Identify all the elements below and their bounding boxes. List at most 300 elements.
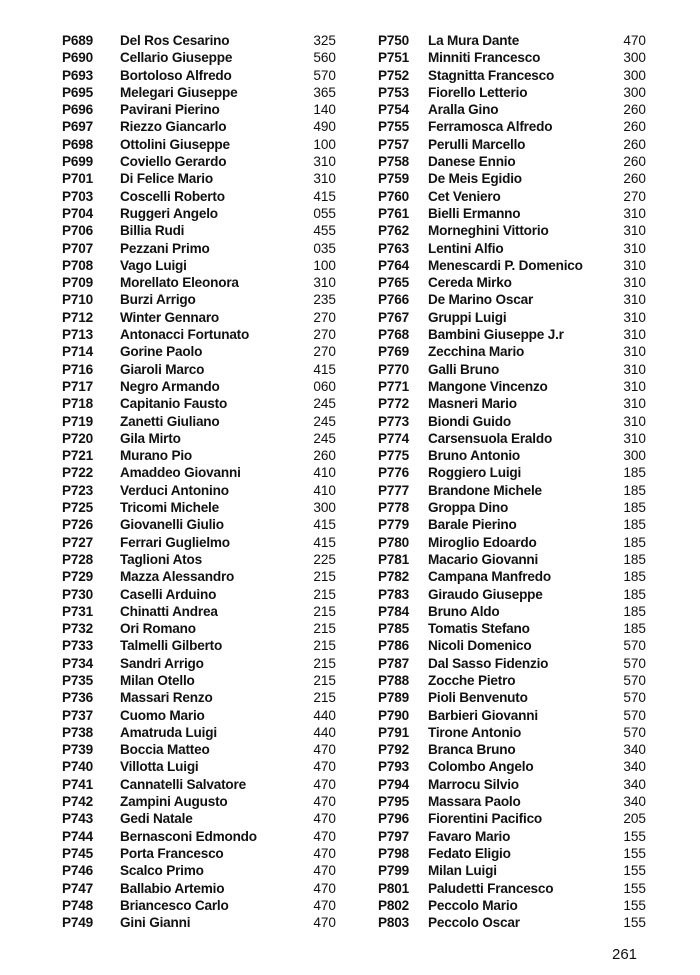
list-row	[0, 741, 350, 758]
list-row	[350, 862, 700, 879]
entry-name: Caselli Arduino	[120, 586, 217, 602]
entry-name: Villotta Luigi	[120, 759, 199, 775]
entry-value: 470	[313, 897, 336, 913]
list-row	[0, 361, 350, 378]
entry-value: 570	[623, 690, 646, 706]
entry-code: P782	[378, 569, 409, 585]
entry-name: Giovanelli Giulio	[120, 517, 224, 533]
entry-name: Barbieri Giovanni	[428, 707, 538, 723]
entry-name: Melegari Giuseppe	[120, 84, 238, 100]
entry-value: 185	[623, 586, 646, 602]
entry-code: P701	[62, 171, 93, 187]
entry-code: P784	[378, 603, 409, 619]
list-row	[350, 551, 700, 568]
entry-value: 185	[623, 603, 646, 619]
entry-code: P718	[62, 396, 93, 412]
entry-value: 470	[313, 863, 336, 879]
entry-code: P726	[62, 517, 93, 533]
entry-name: Ferrari Guglielmo	[120, 534, 230, 550]
entry-name: Capitanio Fausto	[120, 396, 228, 412]
entry-value: 470	[313, 845, 336, 861]
entry-name: Tirone Antonio	[428, 724, 522, 740]
entry-code: P783	[378, 586, 409, 602]
entry-code: P775	[378, 448, 409, 464]
list-row	[0, 897, 350, 914]
entry-value: 340	[623, 742, 646, 758]
entry-value: 185	[623, 569, 646, 585]
list-row	[350, 361, 700, 378]
entry-code: P776	[378, 465, 409, 481]
entry-value: 270	[313, 344, 336, 360]
entry-code: P767	[378, 309, 409, 325]
list-row	[350, 603, 700, 620]
entry-name: Coscelli Roberto	[120, 188, 225, 204]
entry-code: P772	[378, 396, 409, 412]
entry-code: P703	[62, 188, 93, 204]
entry-value: 055	[313, 205, 336, 221]
entry-value: 310	[313, 171, 336, 187]
entry-code: P710	[62, 292, 93, 308]
entry-code: P736	[62, 690, 93, 706]
entry-value: 570	[313, 67, 336, 83]
entry-name: Vago Luigi	[120, 257, 187, 273]
list-row	[350, 170, 700, 187]
entry-name: Chinatti Andrea	[120, 603, 218, 619]
entry-code: P722	[62, 465, 93, 481]
list-row	[0, 551, 350, 568]
list-row	[0, 67, 350, 84]
list-row	[0, 655, 350, 672]
entry-name: Talmelli Gilberto	[120, 638, 223, 654]
entry-name: Cereda Mirko	[428, 275, 512, 291]
list-row	[350, 395, 700, 412]
entry-name: Bambini Giuseppe J.r	[428, 327, 564, 343]
list-row	[0, 291, 350, 308]
entry-code: P713	[62, 327, 93, 343]
entry-value: 215	[313, 638, 336, 654]
entry-name: Carsensuola Eraldo	[428, 430, 553, 446]
entry-code: P735	[62, 672, 93, 688]
list-row	[350, 724, 700, 741]
entry-name: Pezzani Primo	[120, 240, 210, 256]
entry-name: Pavirani Pierino	[120, 102, 220, 118]
entry-code: P793	[378, 759, 409, 775]
list-row	[0, 603, 350, 620]
entry-name: Cannatelli Salvatore	[120, 776, 246, 792]
entry-value: 310	[313, 154, 336, 170]
list-row	[0, 776, 350, 793]
entry-code: P723	[62, 482, 93, 498]
list-row	[350, 793, 700, 810]
entry-name: Tomatis Stefano	[428, 621, 530, 637]
entry-value: 570	[623, 724, 646, 740]
list-row	[350, 343, 700, 360]
entry-code: P751	[378, 50, 409, 66]
entry-code: P733	[62, 638, 93, 654]
list-row	[0, 758, 350, 775]
entry-name: La Mura Dante	[428, 33, 520, 48]
entry-name: Biondi Guido	[428, 413, 511, 429]
list-row	[0, 430, 350, 447]
entry-code: P690	[62, 50, 93, 66]
entry-code: P755	[378, 119, 409, 135]
entry-code: P781	[378, 551, 409, 567]
entry-name: Gorine Paolo	[120, 344, 203, 360]
entry-value: 340	[623, 759, 646, 775]
entry-name: Fiorello Letterio	[428, 84, 528, 100]
entry-value: 310	[623, 361, 646, 377]
entry-code: P689	[62, 33, 93, 48]
list-row	[0, 395, 350, 412]
entry-value: 440	[313, 724, 336, 740]
entry-code: P763	[378, 240, 409, 256]
left-column	[0, 32, 350, 931]
list-row	[350, 586, 700, 603]
entry-code: P749	[62, 915, 93, 931]
list-row	[350, 430, 700, 447]
list-row	[350, 655, 700, 672]
entry-name: Paludetti Francesco	[428, 880, 554, 896]
list-row	[0, 586, 350, 603]
entry-name: Bruno Aldo	[428, 603, 500, 619]
entry-code: P769	[378, 344, 409, 360]
entry-value: 415	[313, 534, 336, 550]
entry-value: 260	[313, 448, 336, 464]
list-row	[0, 222, 350, 239]
entry-code: P778	[378, 500, 409, 516]
entry-code: P699	[62, 154, 93, 170]
entry-code: P777	[378, 482, 409, 498]
entry-name: Billia Rudi	[120, 223, 185, 239]
entry-value: 155	[623, 915, 646, 931]
list-row	[350, 568, 700, 585]
entry-value: 310	[623, 396, 646, 412]
entry-code: P739	[62, 742, 93, 758]
entry-value: 215	[313, 586, 336, 602]
entry-name: Sandri Arrigo	[120, 655, 204, 671]
entry-value: 185	[623, 621, 646, 637]
entry-name: Riezzo Giancarlo	[120, 119, 227, 135]
entry-name: Nicoli Domenico	[428, 638, 532, 654]
entry-name: Favaro Mario	[428, 828, 511, 844]
entry-value: 100	[313, 257, 336, 273]
entry-name: Massara Paolo	[428, 794, 521, 810]
entry-value: 310	[623, 344, 646, 360]
list-row	[0, 240, 350, 257]
entry-code: P709	[62, 275, 93, 291]
list-row	[350, 845, 700, 862]
entry-code: P774	[378, 430, 409, 446]
entry-code: P762	[378, 223, 409, 239]
list-row	[0, 672, 350, 689]
entry-code: P780	[378, 534, 409, 550]
list-row	[350, 741, 700, 758]
list-row	[0, 516, 350, 533]
list-row	[350, 118, 700, 135]
entry-name: Zanetti Giuliano	[120, 413, 220, 429]
list-row	[0, 205, 350, 222]
list-row	[350, 326, 700, 343]
entry-code: P743	[62, 811, 93, 827]
entry-value: 470	[313, 776, 336, 792]
entry-name: Bernasconi Edmondo	[120, 828, 257, 844]
entry-name: Morneghini Vittorio	[428, 223, 549, 239]
entry-name: Briancesco Carlo	[120, 897, 229, 913]
entry-value: 310	[623, 205, 646, 221]
entry-code: P728	[62, 551, 93, 567]
list-row	[350, 257, 700, 274]
list-row	[350, 49, 700, 66]
list-row	[0, 707, 350, 724]
entry-code: P734	[62, 655, 93, 671]
list-row	[0, 620, 350, 637]
entry-name: Mazza Alessandro	[120, 569, 235, 585]
list-row	[0, 499, 350, 516]
entry-code: P719	[62, 413, 93, 429]
entry-name: Perulli Marcello	[428, 136, 526, 152]
entry-name: Ruggeri Angelo	[120, 205, 218, 221]
entry-code: P802	[378, 897, 409, 913]
entry-code: P731	[62, 603, 93, 619]
entry-value: 325	[313, 33, 336, 48]
list-row	[0, 32, 350, 49]
entry-value: 155	[623, 880, 646, 896]
list-row	[0, 534, 350, 551]
entry-name: Danese Ennio	[428, 154, 516, 170]
entry-name: Gruppi Luigi	[428, 309, 507, 325]
entry-name: Pioli Benvenuto	[428, 690, 528, 706]
entry-code: P697	[62, 119, 93, 135]
entry-code: P787	[378, 655, 409, 671]
entry-name: Milan Otello	[120, 672, 195, 688]
list-row	[0, 568, 350, 585]
entry-name: Zocche Pietro	[428, 672, 516, 688]
entry-code: P753	[378, 84, 409, 100]
list-row	[350, 240, 700, 257]
entry-value: 300	[623, 50, 646, 66]
list-row	[0, 309, 350, 326]
entry-value: 310	[623, 223, 646, 239]
entry-name: Ori Romano	[120, 621, 196, 637]
entry-name: Murano Pio	[120, 448, 193, 464]
entry-value: 560	[313, 50, 336, 66]
entry-value: 310	[623, 309, 646, 325]
entry-value: 440	[313, 707, 336, 723]
entry-name: Scalco Primo	[120, 863, 204, 879]
entry-value: 570	[623, 655, 646, 671]
entry-name: Masneri Mario	[428, 396, 517, 412]
entry-code: P707	[62, 240, 93, 256]
entry-value: 340	[623, 794, 646, 810]
entry-code: P721	[62, 448, 93, 464]
entry-value: 155	[623, 828, 646, 844]
entry-code: P698	[62, 136, 93, 152]
entry-name: Milan Luigi	[428, 863, 497, 879]
entry-name: Giaroli Marco	[120, 361, 205, 377]
entry-value: 245	[313, 396, 336, 412]
entry-code: P730	[62, 586, 93, 602]
entry-value: 365	[313, 84, 336, 100]
list-row	[350, 897, 700, 914]
list-row	[0, 274, 350, 291]
list-row	[350, 447, 700, 464]
list-row	[0, 464, 350, 481]
entry-code: P801	[378, 880, 409, 896]
entry-value: 470	[623, 33, 646, 48]
list-row	[350, 188, 700, 205]
entry-name: Macario Giovanni	[428, 551, 539, 567]
entry-name: Stagnitta Francesco	[428, 67, 555, 83]
entry-name: Fedato Eligio	[428, 845, 511, 861]
entry-value: 410	[313, 465, 336, 481]
entry-name: Barale Pierino	[428, 517, 517, 533]
entry-code: P747	[62, 880, 93, 896]
list-row	[350, 534, 700, 551]
entry-code: P798	[378, 845, 409, 861]
entry-value: 215	[313, 603, 336, 619]
entry-code: P748	[62, 897, 93, 913]
entry-code: P704	[62, 205, 93, 221]
list-row	[350, 413, 700, 430]
entry-name: Antonacci Fortunato	[120, 327, 250, 343]
list-row	[350, 620, 700, 637]
list-row	[350, 914, 700, 931]
entry-name: Verduci Antonino	[120, 482, 229, 498]
entry-value: 310	[623, 292, 646, 308]
list-row	[0, 101, 350, 118]
entry-code: P695	[62, 84, 93, 100]
list-row	[0, 343, 350, 360]
entry-code: P790	[378, 707, 409, 723]
entry-name: Minniti Francesco	[428, 50, 541, 66]
entry-code: P712	[62, 309, 93, 325]
entry-value: 470	[313, 742, 336, 758]
entry-value: 415	[313, 361, 336, 377]
entry-value: 310	[623, 257, 646, 273]
entry-name: Fiorentini Pacifico	[428, 811, 543, 827]
entry-code: P696	[62, 102, 93, 118]
entry-code: P732	[62, 621, 93, 637]
entry-name: Di Felice Mario	[120, 171, 213, 187]
list-row	[350, 136, 700, 153]
entry-name: Zecchina Mario	[428, 344, 525, 360]
list-row	[0, 637, 350, 654]
entry-value: 415	[313, 188, 336, 204]
entry-code: P760	[378, 188, 409, 204]
entry-name: Winter Gennaro	[120, 309, 220, 325]
entry-value: 470	[313, 811, 336, 827]
list-row	[0, 170, 350, 187]
list-row	[0, 793, 350, 810]
entry-code: P792	[378, 742, 409, 758]
list-row	[350, 291, 700, 308]
entry-name: Lentini Alfio	[428, 240, 504, 256]
entry-value: 215	[313, 621, 336, 637]
entry-name: Giraudo Giuseppe	[428, 586, 543, 602]
entry-code: P706	[62, 223, 93, 239]
entry-code: P764	[378, 257, 409, 273]
entry-name: Amaddeo Giovanni	[120, 465, 241, 481]
entry-value: 155	[623, 897, 646, 913]
entry-name: Cet Veniero	[428, 188, 501, 204]
entry-name: Groppa Dino	[428, 500, 509, 516]
entry-code: P771	[378, 378, 409, 394]
entry-code: P717	[62, 378, 93, 394]
entry-value: 340	[623, 776, 646, 792]
entry-name: Gedi Natale	[120, 811, 193, 827]
entry-value: 270	[313, 309, 336, 325]
entry-value: 570	[623, 672, 646, 688]
list-row	[0, 136, 350, 153]
entry-value: 455	[313, 223, 336, 239]
entry-name: Morellato Eleonora	[120, 275, 239, 291]
entry-code: P740	[62, 759, 93, 775]
entry-value: 035	[313, 240, 336, 256]
entry-value: 225	[313, 551, 336, 567]
entry-code: P738	[62, 724, 93, 740]
list-row	[350, 309, 700, 326]
entry-name: Dal Sasso Fidenzio	[428, 655, 549, 671]
entry-value: 060	[313, 378, 336, 394]
list-row	[350, 153, 700, 170]
list-row	[0, 326, 350, 343]
entry-value: 270	[623, 188, 646, 204]
list-row	[350, 274, 700, 291]
entry-name: Porta Francesco	[120, 845, 224, 861]
entry-value: 310	[623, 378, 646, 394]
entry-value: 155	[623, 863, 646, 879]
entry-value: 260	[623, 154, 646, 170]
entry-value: 215	[313, 672, 336, 688]
entry-code: P791	[378, 724, 409, 740]
entry-value: 300	[623, 448, 646, 464]
list-row	[350, 776, 700, 793]
entry-value: 140	[313, 102, 336, 118]
page-number: 261	[612, 946, 638, 963]
entry-name: Brandone Michele	[428, 482, 542, 498]
entry-value: 185	[623, 551, 646, 567]
entry-code: P746	[62, 863, 93, 879]
entry-value: 215	[313, 655, 336, 671]
list-row	[350, 32, 700, 49]
entry-value: 270	[313, 327, 336, 343]
entry-name: Bruno Antonio	[428, 448, 521, 464]
entry-value: 570	[623, 707, 646, 723]
entry-code: P785	[378, 621, 409, 637]
entry-code: P741	[62, 776, 93, 792]
entry-value: 310	[623, 413, 646, 429]
list-row	[350, 516, 700, 533]
entry-value: 260	[623, 171, 646, 187]
list-row	[350, 378, 700, 395]
entry-value: 300	[623, 84, 646, 100]
entry-name: Aralla Gino	[428, 102, 499, 118]
entry-code: P729	[62, 569, 93, 585]
entry-name: Marrocu Silvio	[428, 776, 519, 792]
list-row	[0, 413, 350, 430]
entry-value: 185	[623, 465, 646, 481]
entry-name: Menescardi P. Domenico	[428, 257, 583, 273]
entry-value: 215	[313, 690, 336, 706]
entry-value: 185	[623, 517, 646, 533]
entry-value: 310	[623, 327, 646, 343]
list-row	[350, 101, 700, 118]
entry-name: Gila Mirto	[120, 430, 181, 446]
entry-code: P716	[62, 361, 93, 377]
entry-code: P765	[378, 275, 409, 291]
list-row	[0, 810, 350, 827]
entry-name: Miroglio Edoardo	[428, 534, 537, 550]
